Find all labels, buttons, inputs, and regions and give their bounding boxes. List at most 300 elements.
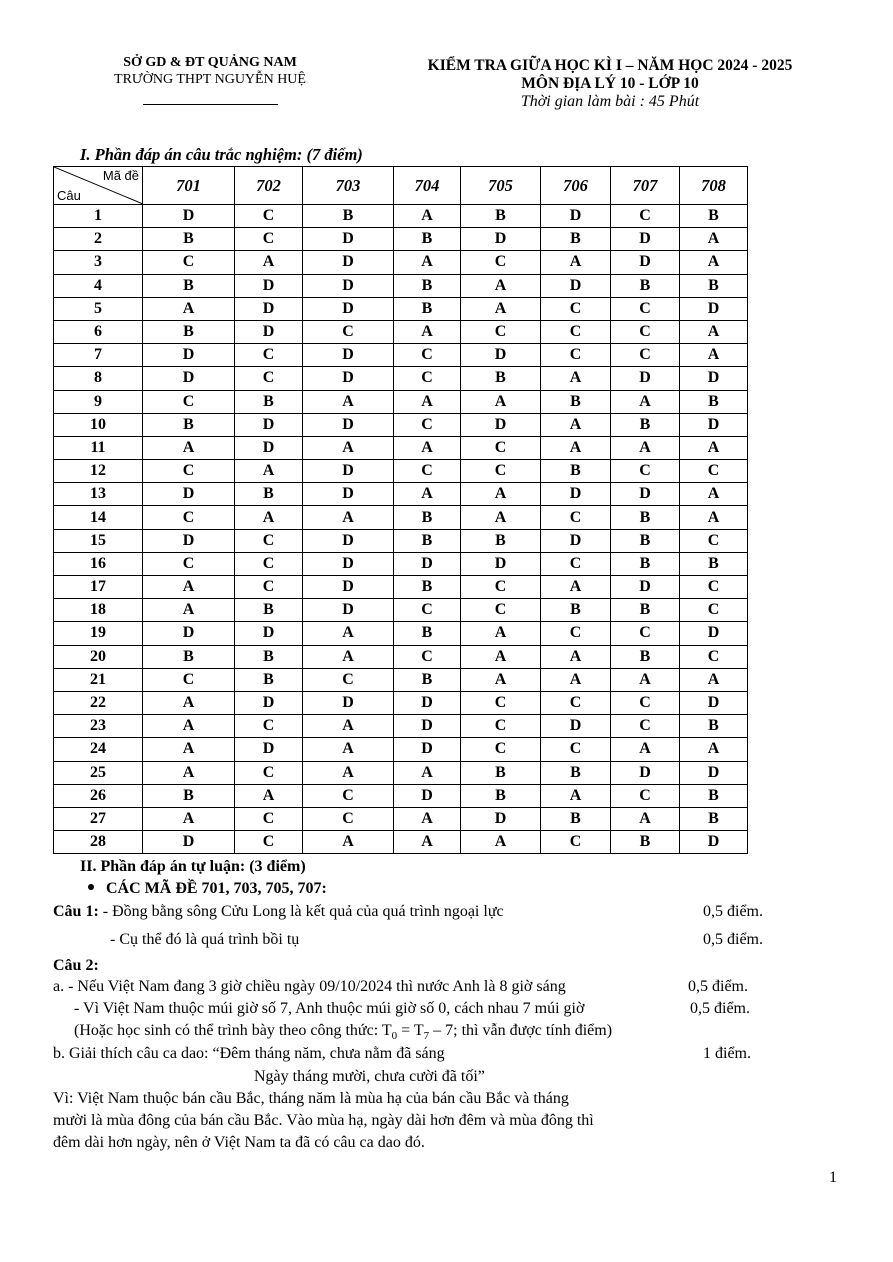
- answer-cell: D: [680, 622, 748, 645]
- answer-cell: C: [303, 807, 394, 830]
- answer-cell: A: [235, 251, 303, 274]
- q2-a-note-pre: (Hoặc học sinh có thể trình bày theo công thức: T: [74, 1022, 392, 1039]
- q2-b-line2: Ngày tháng mười, chưa cười đã tối”: [254, 1068, 485, 1085]
- table-row: [54, 320, 748, 343]
- table-row: [54, 205, 748, 228]
- exam-code-header: 704: [394, 167, 461, 205]
- essay-code-group: [88, 879, 327, 899]
- answer-cell: D: [143, 622, 235, 645]
- answer-cell: A: [143, 715, 235, 738]
- table-row: [54, 645, 748, 668]
- answer-cell: A: [461, 831, 541, 854]
- answer-cell: C: [394, 413, 461, 436]
- answer-cell: D: [303, 552, 394, 575]
- exam-title: KIỂM TRA GIỮA HỌC KÌ I – NĂM HỌC 2024 - 2025: [427, 57, 793, 74]
- table-row: [54, 251, 748, 274]
- answer-cell: B: [394, 622, 461, 645]
- q1-line2: - Cụ thể đó là quá trình bồi tụ: [110, 931, 300, 948]
- answer-cell: C: [541, 691, 611, 714]
- answer-cell: A: [235, 506, 303, 529]
- answer-cell: C: [611, 320, 680, 343]
- answer-cell: A: [541, 436, 611, 459]
- answer-cell: A: [680, 668, 748, 691]
- table-header-row: [54, 167, 748, 205]
- essay-code-label: CÁC MÃ ĐỀ 701, 703, 705, 707:: [106, 880, 327, 897]
- answer-cell: A: [611, 738, 680, 761]
- answer-cell: B: [611, 506, 680, 529]
- question-number-cell: 3: [54, 251, 143, 274]
- q2-a-note-sub7: 7: [423, 1030, 430, 1043]
- department-name: SỞ GD & ĐT QUẢNG NAM: [123, 55, 297, 70]
- answer-cell: A: [680, 738, 748, 761]
- answer-cell: A: [303, 715, 394, 738]
- answer-cell: A: [461, 668, 541, 691]
- answer-cell: C: [235, 576, 303, 599]
- answer-cell: B: [461, 205, 541, 228]
- answer-cell: D: [303, 344, 394, 367]
- answer-cell: D: [680, 691, 748, 714]
- answer-cell: A: [541, 645, 611, 668]
- answer-cell: C: [235, 228, 303, 251]
- table-row: [54, 483, 748, 506]
- q2-a-line1: a. - Nếu Việt Nam đang 3 giờ chiều ngày 09/10/2024 thì nước Anh là 8 giờ sáng: [53, 978, 566, 995]
- answer-cell: C: [143, 552, 235, 575]
- answer-cell: D: [461, 228, 541, 251]
- answer-cell: D: [541, 529, 611, 552]
- answer-cell: A: [611, 436, 680, 459]
- answer-cell: C: [394, 645, 461, 668]
- question-number-cell: 10: [54, 413, 143, 436]
- answer-cell: B: [394, 228, 461, 251]
- q2-b-line3: Vì: Việt Nam thuộc bán cầu Bắc, tháng năm là mùa hạ của bán cầu Bắc và tháng: [53, 1090, 569, 1107]
- answer-cell: C: [680, 645, 748, 668]
- answer-cell: C: [461, 599, 541, 622]
- table-row: [54, 436, 748, 459]
- answer-cell: A: [680, 506, 748, 529]
- q2-b-line4: mười là mùa đông của bán cầu Bắc. Vào mùa hạ, ngày dài hơn đêm và mùa đông thì: [53, 1112, 594, 1129]
- answer-cell: B: [541, 761, 611, 784]
- question-number-cell: 18: [54, 599, 143, 622]
- answer-cell: A: [394, 831, 461, 854]
- answer-cell: A: [143, 599, 235, 622]
- section-1-title: I. Phần đáp án câu trắc nghiệm: (7 điểm): [80, 145, 363, 164]
- answer-cell: D: [303, 691, 394, 714]
- answer-cell: B: [461, 761, 541, 784]
- table-corner-cell: [54, 167, 143, 205]
- answer-cell: D: [303, 576, 394, 599]
- answer-cell: C: [143, 460, 235, 483]
- q1-label: Câu 1:: [53, 903, 99, 920]
- question-number-cell: 9: [54, 390, 143, 413]
- answer-cell: C: [461, 320, 541, 343]
- answer-cell: C: [541, 738, 611, 761]
- answer-cell: C: [541, 831, 611, 854]
- answer-table: [53, 166, 748, 854]
- table-row: [54, 367, 748, 390]
- answer-cell: B: [611, 645, 680, 668]
- question-number-cell: 19: [54, 622, 143, 645]
- answer-cell: D: [143, 483, 235, 506]
- exam-duration: Thời gian làm bài : 45 Phút: [520, 93, 700, 110]
- table-row: [54, 552, 748, 575]
- answer-cell: B: [611, 529, 680, 552]
- answer-cell: B: [143, 228, 235, 251]
- table-row: [54, 460, 748, 483]
- answer-cell: B: [143, 413, 235, 436]
- answer-cell: B: [680, 784, 748, 807]
- answer-cell: A: [680, 228, 748, 251]
- answer-cell: A: [541, 413, 611, 436]
- answer-cell: A: [394, 390, 461, 413]
- exam-header: [380, 57, 840, 111]
- answer-cell: D: [303, 483, 394, 506]
- answer-cell: A: [541, 668, 611, 691]
- answer-cell: C: [541, 552, 611, 575]
- answer-cell: A: [303, 390, 394, 413]
- table-row: [54, 715, 748, 738]
- answer-cell: D: [303, 413, 394, 436]
- exam-code-header: 703: [303, 167, 394, 205]
- answer-cell: D: [680, 297, 748, 320]
- question-number-cell: 22: [54, 691, 143, 714]
- question-number-cell: 1: [54, 205, 143, 228]
- answer-cell: C: [611, 344, 680, 367]
- table-row: [54, 599, 748, 622]
- answer-cell: A: [611, 390, 680, 413]
- answer-cell: A: [680, 483, 748, 506]
- question-number-cell: 20: [54, 645, 143, 668]
- answer-cell: C: [680, 529, 748, 552]
- answer-cell: D: [303, 274, 394, 297]
- answer-cell: D: [143, 344, 235, 367]
- answer-cell: C: [235, 205, 303, 228]
- answer-cell: B: [680, 390, 748, 413]
- answer-cell: A: [611, 668, 680, 691]
- answer-cell: A: [394, 251, 461, 274]
- table-row: [54, 807, 748, 830]
- answer-cell: D: [235, 691, 303, 714]
- question-number-cell: 11: [54, 436, 143, 459]
- answer-cell: B: [541, 599, 611, 622]
- answer-cell: C: [143, 668, 235, 691]
- answer-cell: C: [303, 320, 394, 343]
- table-row: [54, 691, 748, 714]
- answer-cell: C: [143, 390, 235, 413]
- question-number-cell: 12: [54, 460, 143, 483]
- answer-cell: B: [394, 576, 461, 599]
- answer-cell: C: [235, 831, 303, 854]
- answer-cell: A: [541, 367, 611, 390]
- answer-cell: B: [394, 297, 461, 320]
- subject-title: MÔN ĐỊA LÝ 10 - LỚP 10: [521, 75, 699, 92]
- answer-cell: C: [303, 668, 394, 691]
- answer-cell: B: [541, 460, 611, 483]
- answer-cell: A: [303, 761, 394, 784]
- answer-cell: D: [235, 297, 303, 320]
- answer-cell: D: [303, 529, 394, 552]
- answer-cell: C: [611, 622, 680, 645]
- question-number-cell: 7: [54, 344, 143, 367]
- answer-cell: B: [541, 390, 611, 413]
- answer-cell: A: [143, 576, 235, 599]
- question-number-cell: 8: [54, 367, 143, 390]
- answer-cell: A: [303, 831, 394, 854]
- q1-line1-points: 0,5 điểm.: [703, 903, 763, 920]
- answer-cell: B: [541, 807, 611, 830]
- answer-cell: D: [541, 274, 611, 297]
- answer-cell: C: [611, 691, 680, 714]
- q2-a-note-post: – 7; thì vẫn được tính điểm): [429, 1022, 613, 1039]
- answer-cell: A: [143, 297, 235, 320]
- answer-cell: C: [394, 367, 461, 390]
- answer-cell: D: [303, 367, 394, 390]
- answer-cell: C: [611, 460, 680, 483]
- answer-cell: B: [235, 390, 303, 413]
- answer-cell: B: [235, 483, 303, 506]
- answer-cell: B: [235, 645, 303, 668]
- table-row: [54, 576, 748, 599]
- header-divider: [143, 104, 278, 105]
- answer-cell: A: [394, 483, 461, 506]
- answer-cell: C: [394, 599, 461, 622]
- answer-cell: C: [680, 599, 748, 622]
- answer-cell: A: [541, 576, 611, 599]
- exam-code-header: 702: [235, 167, 303, 205]
- table-row: [54, 228, 748, 251]
- answer-cell: A: [143, 761, 235, 784]
- answer-cell: B: [611, 413, 680, 436]
- q2-b-line1: b. Giải thích câu ca dao: “Đêm tháng năm, chưa nằm đã sáng: [53, 1045, 445, 1062]
- answer-cell: D: [680, 831, 748, 854]
- answer-cell: B: [235, 599, 303, 622]
- answer-cell: A: [303, 506, 394, 529]
- answer-cell: D: [394, 691, 461, 714]
- table-row: [54, 297, 748, 320]
- answer-cell: D: [680, 367, 748, 390]
- answer-cell: D: [143, 367, 235, 390]
- answer-cell: A: [461, 297, 541, 320]
- answer-cell: C: [394, 460, 461, 483]
- answer-cell: C: [461, 460, 541, 483]
- q2-a-note-sub0: 0: [391, 1030, 398, 1043]
- answer-cell: A: [303, 738, 394, 761]
- answer-cell: C: [143, 506, 235, 529]
- bullet-icon: [88, 884, 94, 890]
- table-row: [54, 668, 748, 691]
- answer-cell: D: [611, 761, 680, 784]
- answer-cell: D: [611, 576, 680, 599]
- answer-cell: D: [541, 483, 611, 506]
- answer-cell: A: [303, 645, 394, 668]
- answer-cell: C: [541, 622, 611, 645]
- answer-cell: A: [461, 390, 541, 413]
- answer-cell: D: [235, 274, 303, 297]
- answer-cell: B: [680, 715, 748, 738]
- answer-cell: B: [143, 645, 235, 668]
- answer-cell: A: [303, 622, 394, 645]
- answer-cell: D: [303, 251, 394, 274]
- answer-cell: B: [394, 274, 461, 297]
- answer-cell: B: [541, 228, 611, 251]
- question-number-cell: 6: [54, 320, 143, 343]
- answer-cell: D: [461, 344, 541, 367]
- answer-cell: A: [143, 691, 235, 714]
- table-row: [54, 761, 748, 784]
- answer-cell: A: [680, 320, 748, 343]
- q2-a-line2-points: 0,5 điểm.: [690, 1000, 750, 1017]
- answer-cell: D: [235, 738, 303, 761]
- answer-cell: C: [461, 715, 541, 738]
- section-2-title: II. Phần đáp án tự luận: (3 điểm): [80, 858, 306, 875]
- answer-cell: C: [461, 436, 541, 459]
- q1-line1: [53, 902, 504, 922]
- answer-cell: B: [235, 668, 303, 691]
- answer-cell: C: [303, 784, 394, 807]
- answer-cell: B: [461, 784, 541, 807]
- answer-cell: C: [235, 367, 303, 390]
- answer-cell: C: [680, 576, 748, 599]
- answer-cell: A: [394, 436, 461, 459]
- answer-cell: A: [461, 622, 541, 645]
- table-row: [54, 738, 748, 761]
- answer-cell: A: [143, 436, 235, 459]
- answer-cell: A: [303, 436, 394, 459]
- table-row: [54, 529, 748, 552]
- q1-line2-points: 0,5 điểm.: [703, 931, 763, 948]
- answer-cell: D: [303, 228, 394, 251]
- table-row: [54, 344, 748, 367]
- answer-cell: D: [394, 552, 461, 575]
- answer-cell: D: [394, 715, 461, 738]
- table-row: [54, 622, 748, 645]
- answer-cell: C: [611, 715, 680, 738]
- answer-cell: B: [611, 274, 680, 297]
- answer-cell: C: [235, 761, 303, 784]
- answer-cell: D: [680, 761, 748, 784]
- answer-cell: A: [541, 251, 611, 274]
- answer-cell: D: [303, 297, 394, 320]
- answer-cell: C: [394, 344, 461, 367]
- answer-cell: B: [611, 552, 680, 575]
- answer-cell: A: [394, 761, 461, 784]
- answer-cell: D: [461, 807, 541, 830]
- answer-cell: C: [235, 715, 303, 738]
- answer-cell: D: [611, 251, 680, 274]
- answer-cell: D: [611, 483, 680, 506]
- answer-cell: D: [680, 413, 748, 436]
- answer-cell: C: [541, 344, 611, 367]
- answer-cell: B: [680, 274, 748, 297]
- exam-code-header: 706: [541, 167, 611, 205]
- question-number-cell: 14: [54, 506, 143, 529]
- answer-cell: D: [541, 205, 611, 228]
- answer-cell: A: [235, 784, 303, 807]
- exam-code-header: 708: [680, 167, 748, 205]
- answer-cell: A: [394, 807, 461, 830]
- question-number-cell: 17: [54, 576, 143, 599]
- exam-code-header: 701: [143, 167, 235, 205]
- question-number-cell: 23: [54, 715, 143, 738]
- exam-code-header: 705: [461, 167, 541, 205]
- answer-cell: D: [143, 205, 235, 228]
- school-header: [90, 54, 330, 105]
- answer-cell: A: [394, 320, 461, 343]
- question-number-cell: 4: [54, 274, 143, 297]
- table-row: [54, 831, 748, 854]
- answer-cell: D: [461, 552, 541, 575]
- question-number-cell: 2: [54, 228, 143, 251]
- corner-label-question: Câu: [57, 188, 81, 203]
- q2-a-line1-points: 0,5 điểm.: [688, 978, 748, 995]
- answer-cell: C: [461, 691, 541, 714]
- answer-cell: B: [394, 529, 461, 552]
- answer-cell: B: [143, 320, 235, 343]
- question-number-cell: 13: [54, 483, 143, 506]
- q2-a-note: [74, 1021, 612, 1046]
- answer-cell: B: [611, 599, 680, 622]
- answer-cell: B: [461, 367, 541, 390]
- answer-cell: A: [461, 274, 541, 297]
- table-row: [54, 784, 748, 807]
- answer-cell: A: [461, 506, 541, 529]
- answer-cell: D: [303, 460, 394, 483]
- answer-cell: B: [394, 668, 461, 691]
- answer-cell: A: [461, 645, 541, 668]
- q2-a-line2: - Vì Việt Nam thuộc múi giờ số 7, Anh thuộc múi giờ số 0, cách nhau 7 múi giờ: [74, 1000, 585, 1017]
- answer-cell: C: [461, 576, 541, 599]
- answer-cell: B: [680, 205, 748, 228]
- q2-b-line1-points: 1 điểm.: [703, 1045, 751, 1062]
- answer-cell: B: [143, 274, 235, 297]
- answer-cell: C: [461, 251, 541, 274]
- answer-cell: D: [394, 784, 461, 807]
- answer-cell: C: [235, 807, 303, 830]
- question-number-cell: 21: [54, 668, 143, 691]
- answer-cell: B: [143, 784, 235, 807]
- table-row: [54, 274, 748, 297]
- question-number-cell: 16: [54, 552, 143, 575]
- answer-cell: B: [394, 506, 461, 529]
- answer-cell: D: [611, 367, 680, 390]
- q2-label: Câu 2:: [53, 957, 99, 974]
- answer-cell: D: [611, 228, 680, 251]
- school-name: TRƯỜNG THPT NGUYỄN HUỆ: [114, 72, 306, 87]
- question-number-cell: 25: [54, 761, 143, 784]
- answer-cell: C: [235, 344, 303, 367]
- answer-cell: A: [143, 738, 235, 761]
- answer-cell: C: [143, 251, 235, 274]
- question-number-cell: 5: [54, 297, 143, 320]
- answer-cell: C: [235, 552, 303, 575]
- answer-cell: C: [611, 297, 680, 320]
- table-row: [54, 390, 748, 413]
- page-number: 1: [829, 1169, 837, 1186]
- answer-cell: C: [680, 460, 748, 483]
- table-row: [54, 413, 748, 436]
- answer-cell: B: [461, 529, 541, 552]
- answer-cell: D: [235, 320, 303, 343]
- answer-cell: D: [235, 622, 303, 645]
- answer-cell: A: [235, 460, 303, 483]
- answer-cell: A: [461, 483, 541, 506]
- answer-cell: B: [611, 831, 680, 854]
- answer-cell: D: [235, 436, 303, 459]
- answer-cell: B: [680, 807, 748, 830]
- answer-cell: B: [680, 552, 748, 575]
- answer-cell: C: [541, 506, 611, 529]
- table-row: [54, 506, 748, 529]
- question-number-cell: 27: [54, 807, 143, 830]
